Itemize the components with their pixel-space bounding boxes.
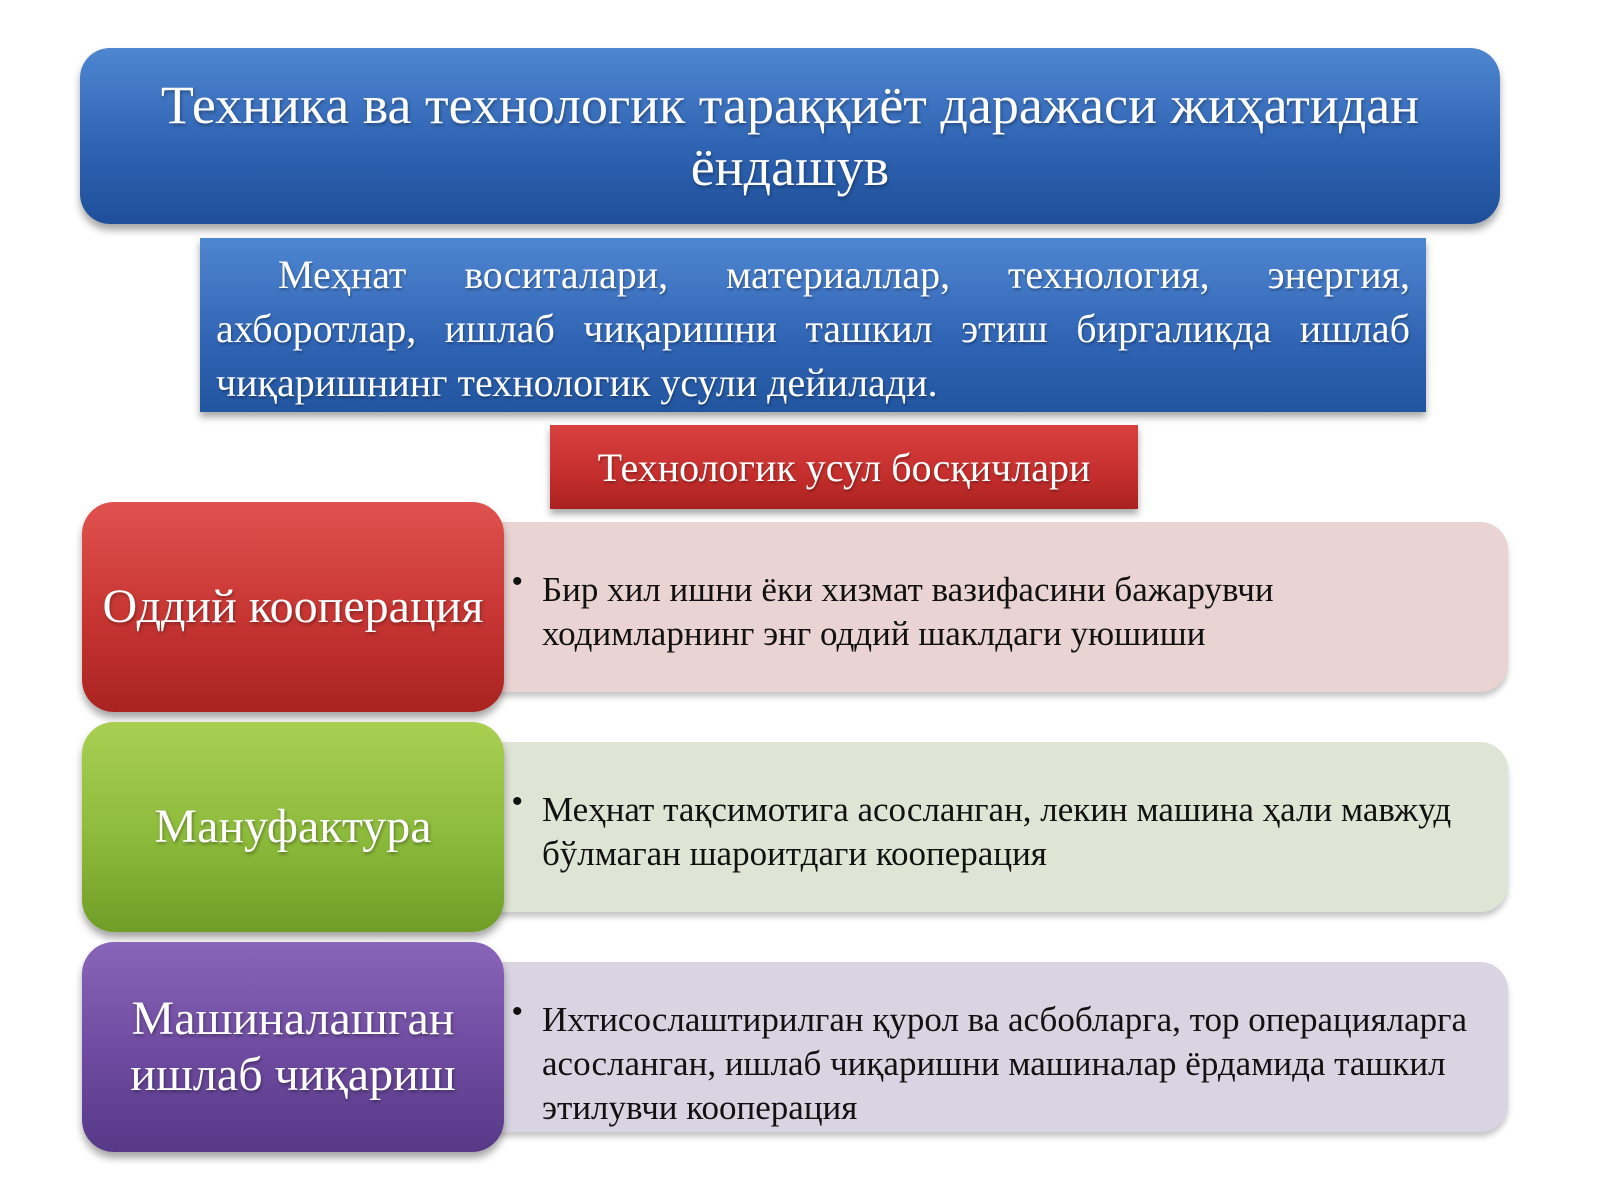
stage-bullet-list xyxy=(482,962,1508,1130)
stage-label-box xyxy=(82,942,504,1152)
stage-row-simple-cooperation xyxy=(82,502,1508,712)
stage-label-box xyxy=(82,502,504,712)
stage-name: Машиналашган ишлаб чиқариш xyxy=(130,992,456,1101)
stage-row-machine-production xyxy=(82,942,1508,1152)
definition-box xyxy=(200,238,1426,412)
definition-text: Меҳнат воситалари, материаллар, технология, энергия, ахборотлар, ишлаб чиқаришни ташкил этиш биргаликда ишлаб чиқаришнинг технологик усули дейилади. xyxy=(216,252,1410,405)
stages-label: Технологик усул босқичлари xyxy=(597,444,1091,490)
stage-bullet-list xyxy=(482,522,1508,656)
stage-description-box xyxy=(482,522,1508,692)
stages-label-box xyxy=(550,425,1138,509)
stage-bullet-list xyxy=(482,742,1508,876)
stage-row-manufacture xyxy=(82,722,1508,932)
stage-description: • Бир хил ишни ёки хизмат вазифасини бажарувчи ходимларнинг энг оддий шаклдаги уюшиши xyxy=(542,568,1468,656)
slide-title: Техника ва технологик тараққиёт даражаси жиҳатидан ёндашув xyxy=(160,75,1420,197)
stage-name: Мануфактура xyxy=(154,800,432,853)
stage-description: • Ихтисослаштирилган қурол ва асбобларга, тор операцияларга асосланган, ишлаб чиқаришни машиналар ёрдамида ташкил этилувчи кооперация xyxy=(542,998,1468,1130)
stage-description: • Меҳнат тақсимотига асосланган, лекин машина ҳали мавжуд бўлмаган шароитдаги кооперация xyxy=(542,788,1468,876)
stage-label-box xyxy=(82,722,504,932)
stage-description-box xyxy=(482,742,1508,912)
stage-name: Оддий кооперация xyxy=(102,580,484,633)
stage-description-box xyxy=(482,962,1508,1132)
title-box xyxy=(80,48,1500,224)
